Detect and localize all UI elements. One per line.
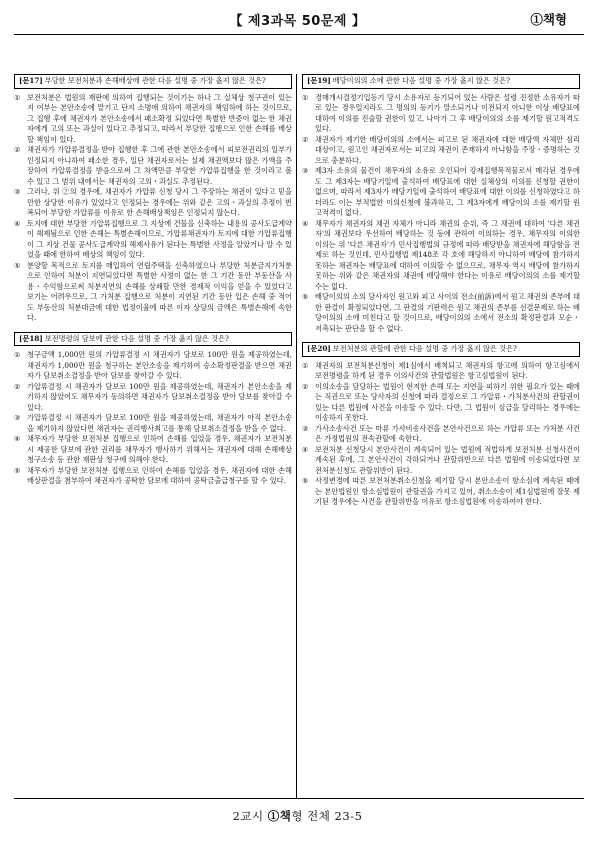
option-marker: ①	[302, 360, 309, 370]
option-marker: ①	[302, 92, 309, 102]
footer-rule	[14, 798, 584, 799]
option-text: 토지에 대한 부당한 가압류집행으로 그 지상에 건물을 신축하는 내용의 공사도급계약이 해제됨으로 인한 손해는 특별손해이므로, 가압류채권자가 토지에 대한 가압류집행이 그 지상 건물 공사도급계약의 해제사유가 된다는 특별한 사정을 알았거나 알 수 있었을 때에 한하여 배상의 책임이 있다.	[27, 218, 292, 259]
footer-session: 2교시	[232, 809, 268, 823]
column-divider	[296, 74, 297, 798]
question-block	[302, 342, 580, 508]
option-text: 분양할 목적으로 토지를 매입하여 연립주택을 신축하였으나 부당한 처분금지가처분으로 인하여 처분이 지연되었다면 특별한 사정이 없는 한 그 기간 동안 부동산을 사용・수익함으로써 처분지연의 손해를 상쇄할 만한 경제적 이익을 얻을 수 있었다고 보기는 어려우므로, 그 가처분 집행으로 처분이 지연된 기간 동안 입은 손해 중 적어도 부동산의 처분대금에 대한 법정이율에 따른 이자 상당의 금액은 특별손해에 속한다.	[27, 260, 292, 322]
option-text: 가압류결정 시 채권자가 담보로 100만 원을 제공하였는데, 채권자가 본안소송을 제기하지 않았어도 채무자가 동의하면 채권자가 담보취소결정을 받아 담보를 찾아갈 수 있다.	[27, 381, 292, 412]
option-marker: ③	[14, 187, 21, 196]
option-text: 채권자가 제기한 배당이의의 소에서는 피고로 된 채권자에 대한 배당액 자체만 심리대상이고, 원고인 채권자로서는 피고의 채권이 존재하지 아니함을 주장・증명하는 것으로 충분하다.	[315, 134, 580, 165]
exam-type-label: ①책형	[530, 12, 567, 27]
question-prompt: 보전명령의 담보에 관한 다음 설명 중 가장 옳지 않은 것은?	[44, 333, 229, 343]
option-marker: ⑤	[302, 292, 309, 301]
answer-option	[14, 434, 292, 466]
option-text: 채무자가 채권자의 채권 자체가 아니라 채권의 순위, 즉 그 채권에 대하여 '다른 채권자'의 채권보다 우선하여 배당하는 것 등에 관하여 이의하는 경우, 채무자의 이의한 이의는 위 '다른 채권자'가 민사집행법의 규정에 따라 배당받을 채권자에 해당함을 전제로 하는 것인데, 민사집행법 제148조 각 호에 해당하지 아니하여 배당에 참가하지 못하는 채권자는 배당표에 대하여 이의할 수 없으므로, 채무자 역시 배당에 참가하지 못하는 위와 같은 채권자의 채권에 배당해야 한다는 이유로 배당이의의 소를 제기할 수는 없다.	[315, 218, 580, 291]
option-text: 채권자의 보전처분신청이 제1심에서 배척되고 채권자의 항고에 의하여 항고심에서 보전명령을 하게 된 경우 이의사건의 관할법원은 항고심법원이 된다.	[315, 360, 580, 380]
question-prompt-box	[302, 342, 580, 357]
answer-option	[302, 166, 580, 219]
option-text: 청구금액 1,000만 원의 가압류결정 시 채권자가 담보로 100만 원을 제공하였는데, 채권자가 1,000만 원을 청구하는 본안소송을 제기하여 승소확정판결을 받으면 채권자가 담보취소결정을 받아 담보를 찾아갈 수 있다.	[27, 350, 292, 380]
option-text: 제3자 소유의 물건이 채무자의 소유로 오인되어 강제집행목적물로서 매각된 경우에도 그 제3자는 배당기일에 출석하여 배당표에 대한 실체상의 이의를 신청할 권한이 없으며, 따라서 제3자가 배당기일에 출석하여 배당표에 대한 이의를 신청하였다고 하더라도 이는 부적법한 이의신청에 불과하고, 그 제3자에게 배당이의 소를 제기할 원고적격이 없다.	[315, 166, 580, 217]
answer-option	[14, 413, 292, 434]
answer-option	[14, 261, 292, 324]
option-marker: ②	[14, 145, 21, 154]
option-text: 그러나, 위 ②의 경우에, 채권자가 가압류 신청 당시 그 주장하는 채권이 있다고 믿을 만한 상당한 이유가 있었다고 인정되는 경우에는 위와 같은 고의・과실의 추정이 번복되어 부당한 가압류를 이유로 한 손해배상책임은 인정되지 않는다.	[27, 187, 292, 217]
question-prompt-box	[14, 74, 292, 89]
option-text: 사정변경에 따른 보전처분취소신청을 제기할 당시 본안소송이 항소심에 계속된 때에는 본안법원인 항소심법원이 관할권을 가지고 있어, 취소소송이 제1심법원에 잘못 제기된 경우에는 사건을 관할위반을 이유로 항소심법원에 이송하여야 한다.	[315, 476, 580, 506]
option-text: 보전처분은 법원의 재판에 의하여 집행되는 것이기는 하나 그 실체상 청구권이 있는지 여부는 본안소송에 맡기고 단지 소명에 의하여 채권자의 책임하에 하는 것이므로, 그 집행 후에 채권자가 본안소송에서 패소확정 되었다면 특별한 반증이 없는 한 채권자에게 고의 또는 과실이 있다고 추정되고, 따라서 부당한 집행으로 인한 손해를 배상할 책임이 있다.	[27, 92, 292, 144]
answer-option	[14, 145, 292, 187]
option-marker: ④	[14, 434, 21, 443]
answer-option	[14, 187, 292, 219]
right-column	[302, 74, 580, 516]
answer-option	[14, 466, 292, 487]
option-text: 경매개시결정기입등기 당시 소유자로 등기되어 있는 사람은 설령 진정한 소유자가 따로 있는 경우일지라도 그 명의의 등기가 말소되거나 이전되지 아니한 이상 배당표에 대하여 이의를 진술할 권한이 있고, 나아가 그 후 배당이의의 소를 제기할 원고적격도 있다.	[315, 92, 580, 133]
answer-option	[302, 361, 580, 382]
answer-option	[302, 382, 580, 424]
option-marker: ④	[302, 218, 309, 228]
option-text: 가사소송사건 또는 마류 가사비송사건을 본안사건으로 하는 가압류 또는 가처분 사건은 가정법원의 전속관할에 속한다.	[315, 423, 580, 443]
page-header	[0, 8, 595, 30]
option-marker: ⑤	[14, 465, 21, 475]
answer-option	[14, 350, 292, 382]
question-number: [문18]	[19, 333, 43, 343]
option-marker: ②	[302, 381, 309, 391]
answer-option	[302, 135, 580, 167]
left-column	[14, 74, 292, 495]
page-footer	[0, 808, 595, 824]
answer-option	[14, 93, 292, 146]
question-prompt: 부당한 보전처분과 손해배상에 관한 다음 설명 중 가장 옳지 않은 것은?	[44, 76, 266, 85]
option-text: 채무자가 부당한 보전처분 집행으로 인하여 손해를 입었을 경우, 채권자에 대한 손해배상판결을 첨부하여 채권자가 공탁한 담보에 대하여 공탁금출급청구를 할 수 있다.	[27, 465, 292, 485]
answer-option	[14, 382, 292, 414]
question-block	[14, 332, 292, 487]
answer-option	[302, 476, 580, 508]
option-text: 배당이의의 소의 당사자인 원고와 피고 사이의 전소(前訴)에서 원고 채권의 존부에 대한 판결이 확정되었다면, 그 판결의 기판력은 원고 채권의 존부를 선결문제로 하는 배당이의의 소에 미친다고 할 것이므로, 배당이의의 소에서 전소의 확정판결과 모순・저촉되는 판단을 할 수 없다.	[315, 292, 581, 333]
footer-exam-type: ①책	[267, 809, 292, 823]
footer-page-number: 형 전체 23-5	[291, 809, 363, 823]
question-number: [문19]	[307, 76, 331, 85]
question-prompt: 보전처분의 관할에 관한 다음 설명 중 가장 옳지 않은 것은?	[332, 344, 517, 353]
option-marker: ②	[302, 134, 309, 144]
option-text: 가압류결정 시 채권자가 담보로 100만 원을 제공하였는데, 채권자가 아직 본안소송을 제기하지 않았다면 채권자는 권리행사최고를 통해 담보취소결정을 받을 수 없다.	[27, 413, 292, 433]
option-marker: ④	[302, 444, 309, 454]
option-marker: ④	[14, 218, 21, 228]
answer-option	[302, 292, 580, 334]
question-number: [문20]	[307, 344, 331, 353]
option-marker: ②	[14, 381, 21, 391]
answer-option	[14, 219, 292, 261]
option-marker: ③	[14, 413, 21, 422]
question-number: [문17]	[19, 76, 43, 85]
answer-option	[302, 219, 580, 293]
option-text: 보전처분 신청당시 본안사건이 계속되어 있는 법원에 적법하게 보전처분 신청사건이 계속된 후에, 그 본안사건이 각하되거나 관할위반으로 다른 법원에 이송되었다면 보전처분신청도 관할위반이 된다.	[315, 444, 580, 475]
option-marker: ①	[14, 350, 21, 359]
answer-option	[302, 424, 580, 445]
option-text: 채권자가 가압류결정을 받아 집행한 후 그에 관한 본안소송에서 피보전권리의 일부가 인정되지 아니하여 패소한 경우, 일단 채권자로서는 실제 채권액보다 많은 가액을 주장하여 가압류결정을 받음으로써 그 차액만큼 부당한 가압류집행을 한 것이라고 볼 수 있고 그 범위 내에서는 채권자의 고의・과실도 추정된다.	[27, 145, 292, 186]
question-prompt-box	[302, 74, 580, 89]
option-text: 이의소송을 담당하는 법원이 현저한 손해 또는 지연을 피하기 위한 필요가 있는 때에는 직권으로 또는 당사자의 신청에 따라 결정으로 그 가압류・가처분사건의 관할권이 있는 다른 법원에 사건을 이송할 수 있다. 다만, 그 법원이 심급을 달리하는 경우에는 이송하지 못한다.	[315, 381, 580, 422]
option-text: 채무자가 부당한 보전처분 집행으로 인하여 손해를 입었을 경우, 채권자가 보전처분 시 제공한 담보에 관한 권리를 채무자가 행사하기 위해서는 채권자에 대해 손해배상청구소송 등 관한 재판상 청구에 의해야 한다.	[27, 434, 292, 464]
answer-option	[302, 445, 580, 477]
question-prompt: 배당이의의 소에 관한 다음 설명 중 가장 옳지 않은 것은?	[332, 76, 510, 85]
option-marker: ③	[302, 423, 309, 433]
question-block	[302, 74, 580, 334]
question-block	[14, 74, 292, 324]
answer-option	[302, 93, 580, 135]
option-marker: ⑤	[302, 476, 309, 485]
section-title: 【 제3과목 50문제 】	[229, 14, 366, 29]
option-marker: ①	[14, 92, 21, 102]
header-rule	[14, 34, 584, 35]
question-prompt-box	[14, 332, 292, 347]
option-marker: ③	[302, 166, 309, 175]
option-marker: ⑤	[14, 260, 21, 270]
